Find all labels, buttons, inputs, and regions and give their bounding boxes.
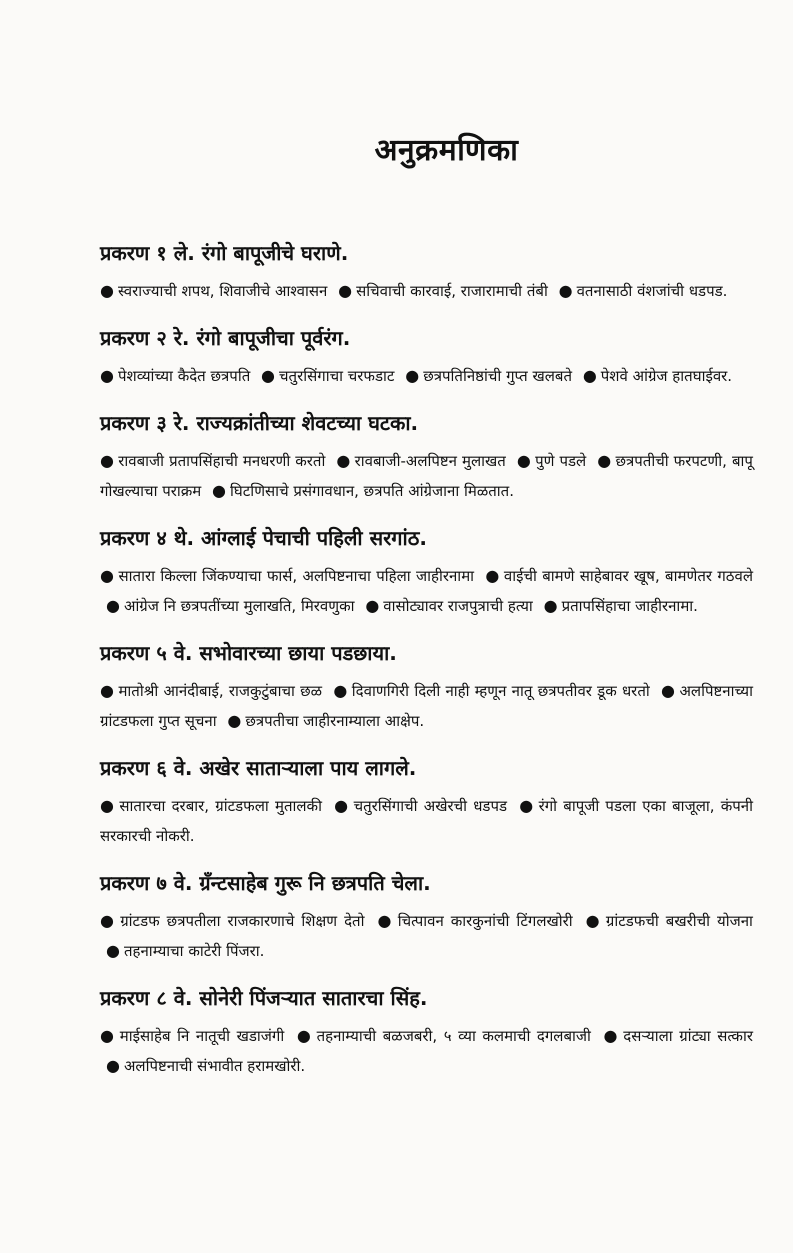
topic-text: तहनाम्याचा काटेरी पिंजरा. — [123, 942, 265, 960]
chapter-topics — [100, 906, 753, 966]
topic-item — [479, 567, 753, 585]
bullet-icon: ● — [333, 681, 348, 700]
topic-item — [399, 367, 572, 385]
topic-text: अलपिष्टनाच्या ग्रांटडफला गुप्त सूचना — [100, 682, 753, 730]
topic-item — [359, 597, 533, 615]
bullet-icon: ● — [582, 366, 597, 385]
topic-item — [100, 1027, 284, 1045]
bullet-icon: ● — [106, 596, 120, 615]
page-title: अनुक्रमणिका — [374, 133, 519, 168]
topic-item — [100, 682, 322, 700]
chapter-list — [100, 239, 753, 1081]
bullet-icon: ● — [519, 796, 535, 815]
bullet-icon: ● — [597, 451, 612, 470]
bullet-icon: ● — [100, 911, 117, 930]
topic-item — [100, 912, 365, 930]
bullet-icon: ● — [100, 1026, 116, 1045]
topic-text: सातारा किल्ला जिंकण्याचा फार्स, अलपिष्टनाचा पहिला जाहीरनामा — [118, 567, 475, 585]
chapter-topics — [100, 561, 753, 621]
topic-text: प्रतापसिंहाचा जाहीरनामा. — [561, 597, 698, 615]
topic-item — [553, 282, 728, 300]
bullet-icon: ● — [377, 911, 394, 930]
topic-text: तहनाम्याची बळजबरी, ५ व्या कलमाची दगलबाजी — [316, 1027, 591, 1045]
topic-text: पुणे पडले — [535, 452, 587, 470]
topic-text: आंग्रेज नि छत्रपतींच्या मुलाखति, मिरवणुका — [123, 597, 355, 615]
bullet-icon: ● — [516, 451, 532, 470]
topic-text: चतुरसिंगाची अखेरची धडपड — [353, 797, 507, 815]
chapter-topics — [100, 791, 753, 851]
topic-item — [100, 797, 322, 815]
bullet-icon: ● — [261, 366, 276, 385]
chapter-heading: प्रकरण ७ वे. ग्रँन्टसाहेब गुरू नि छत्रपति चेला. — [100, 871, 431, 895]
chapter-heading: प्रकरण ६ वे. अखेर साताऱ्याला पाय लागले. — [100, 756, 417, 780]
bullet-icon: ● — [334, 796, 350, 815]
topic-item — [100, 367, 250, 385]
bullet-icon: ● — [543, 596, 558, 615]
topic-text: चतुरसिंगाचा चरफडाट — [279, 367, 395, 385]
chapter-heading: प्रकरण ८ वे. सोनेरी पिंजऱ्यात सातारचा सिंह. — [100, 986, 428, 1010]
topic-text: पेशव्यांच्या कैदेत छत्रपति — [117, 367, 251, 385]
bullet-icon: ● — [100, 281, 114, 300]
topic-item — [206, 482, 514, 500]
bullet-icon: ● — [100, 451, 115, 470]
chapter-heading: प्रकरण १ ले. रंगो बापूजीचे घराणे. — [100, 241, 349, 265]
topic-item — [100, 1057, 305, 1075]
topic-item — [332, 282, 548, 300]
topic-text: चित्पावन कारकुनांची टिंगलखोरी — [397, 912, 573, 930]
bullet-icon: ● — [405, 366, 420, 385]
bullet-icon: ● — [338, 281, 353, 300]
chapter-topics — [100, 446, 753, 506]
chapter-heading: प्रकरण ४ थे. आंग्लाई पेचाची पहिली सरगांठ. — [100, 526, 427, 550]
topic-text: पेशवे आंग्रेज हातघाईवर. — [600, 367, 733, 385]
topic-item — [100, 597, 355, 615]
topic-text: वतनासाठी वंशजांची धडपड. — [576, 282, 728, 300]
topic-text: दसऱ्याला ग्रांट्या सत्कार — [623, 1027, 753, 1045]
bullet-icon: ● — [106, 941, 120, 960]
topic-text: स्वराज्याची शपथ, शिवाजीचे आश्वासन — [117, 282, 328, 300]
chapter-topics — [100, 676, 753, 736]
topic-item — [100, 942, 264, 960]
bullet-icon: ● — [661, 681, 676, 700]
chapter-entry — [100, 409, 753, 506]
bullet-icon: ● — [365, 596, 380, 615]
bullet-icon: ● — [106, 1056, 120, 1075]
bullet-icon: ● — [603, 1026, 620, 1045]
chapter-topics — [100, 361, 753, 391]
bullet-icon: ● — [212, 481, 226, 500]
topic-text: मातोश्री आनंदीबाई, राजकुटुंबाचा छळ — [118, 682, 323, 700]
topic-text: ग्रांटडफ छत्रपतीला राजकारणाचे शिक्षण देतो — [120, 912, 365, 930]
chapter-heading: प्रकरण २ रे. रंगो बापूजीचा पूर्वरंग. — [100, 326, 351, 350]
topic-item — [580, 912, 753, 930]
topic-text: दिवाणगिरी दिली नाही म्हणून नातू छत्रपतीवर डूक धरतो — [351, 682, 650, 700]
topic-text: वाईची बामणे साहेबावर खूष, बामणेतर गठवले — [503, 567, 753, 585]
topic-item — [327, 682, 649, 700]
bullet-icon: ● — [585, 911, 602, 930]
topic-text: रंगो बापूजी पडला एका बाजूला, कंपनी सरकारची नोकरी. — [100, 797, 753, 845]
topic-item — [538, 597, 698, 615]
topic-item — [100, 567, 474, 585]
topic-text: सातारचा दरबार, ग्रांटडफला मुतालकी — [119, 797, 322, 815]
topic-item — [330, 452, 505, 470]
chapter-heading: प्रकरण ५ वे. सभोवारच्या छाया पडछाया. — [100, 641, 397, 665]
bullet-icon: ● — [558, 281, 573, 300]
bullet-icon: ● — [100, 796, 116, 815]
topic-text: सचिवाची कारवाई, राजारामाची तंबी — [356, 282, 548, 300]
bullet-icon: ● — [227, 711, 242, 730]
topic-item — [100, 452, 325, 470]
topic-item — [100, 282, 327, 300]
chapter-topics — [100, 1021, 753, 1081]
topic-item — [221, 712, 424, 730]
chapter-entry — [100, 524, 753, 621]
bullet-icon: ● — [336, 451, 351, 470]
topic-item — [598, 1027, 753, 1045]
chapter-heading: प्रकरण ३ रे. राज्यक्रांतीच्या शेवटच्या घटका. — [100, 411, 419, 435]
bullet-icon: ● — [485, 566, 500, 585]
chapter-entry — [100, 239, 753, 306]
chapter-topics — [100, 276, 753, 306]
topic-item — [372, 912, 573, 930]
bullet-icon: ● — [100, 566, 115, 585]
topic-text: रावबाजी प्रतापसिंहाची मनधरणी करतो — [118, 452, 326, 470]
chapter-entry — [100, 984, 753, 1081]
topic-text: ग्रांटडफची बखरीची योजना — [605, 912, 753, 930]
topic-text: छत्रपतीची फरपटणी, बापू गोखल्याचा पराक्रम — [100, 452, 753, 500]
topic-item — [291, 1027, 591, 1045]
topic-text: वासोट्यावर राजपुत्राची हत्या — [383, 597, 533, 615]
topic-item — [577, 367, 732, 385]
bullet-icon: ● — [100, 681, 115, 700]
topic-text: छत्रपतीचा जाहीरनाम्याला आक्षेप. — [245, 712, 425, 730]
topic-item — [511, 452, 586, 470]
topic-item — [255, 367, 394, 385]
topic-text: रावबाजी-अलपिष्टन मुलाखत — [354, 452, 506, 470]
topic-text: माईसाहेब नि नातूची खडाजंगी — [119, 1027, 285, 1045]
bullet-icon: ● — [296, 1026, 313, 1045]
chapter-entry — [100, 869, 753, 966]
chapter-entry — [100, 639, 753, 736]
topic-text: अलपिष्टनाची संभावीत हरामखोरी. — [123, 1057, 306, 1075]
chapter-entry — [100, 754, 753, 851]
chapter-entry — [100, 324, 753, 391]
topic-item — [328, 797, 507, 815]
topic-text: छत्रपतिनिष्ठांची गुप्त खलबते — [423, 367, 573, 385]
bullet-icon: ● — [100, 366, 114, 385]
topic-text: घिटणिसाचे प्रसंगावधान, छत्रपति आंग्रेजाना मिळतात. — [230, 482, 514, 500]
